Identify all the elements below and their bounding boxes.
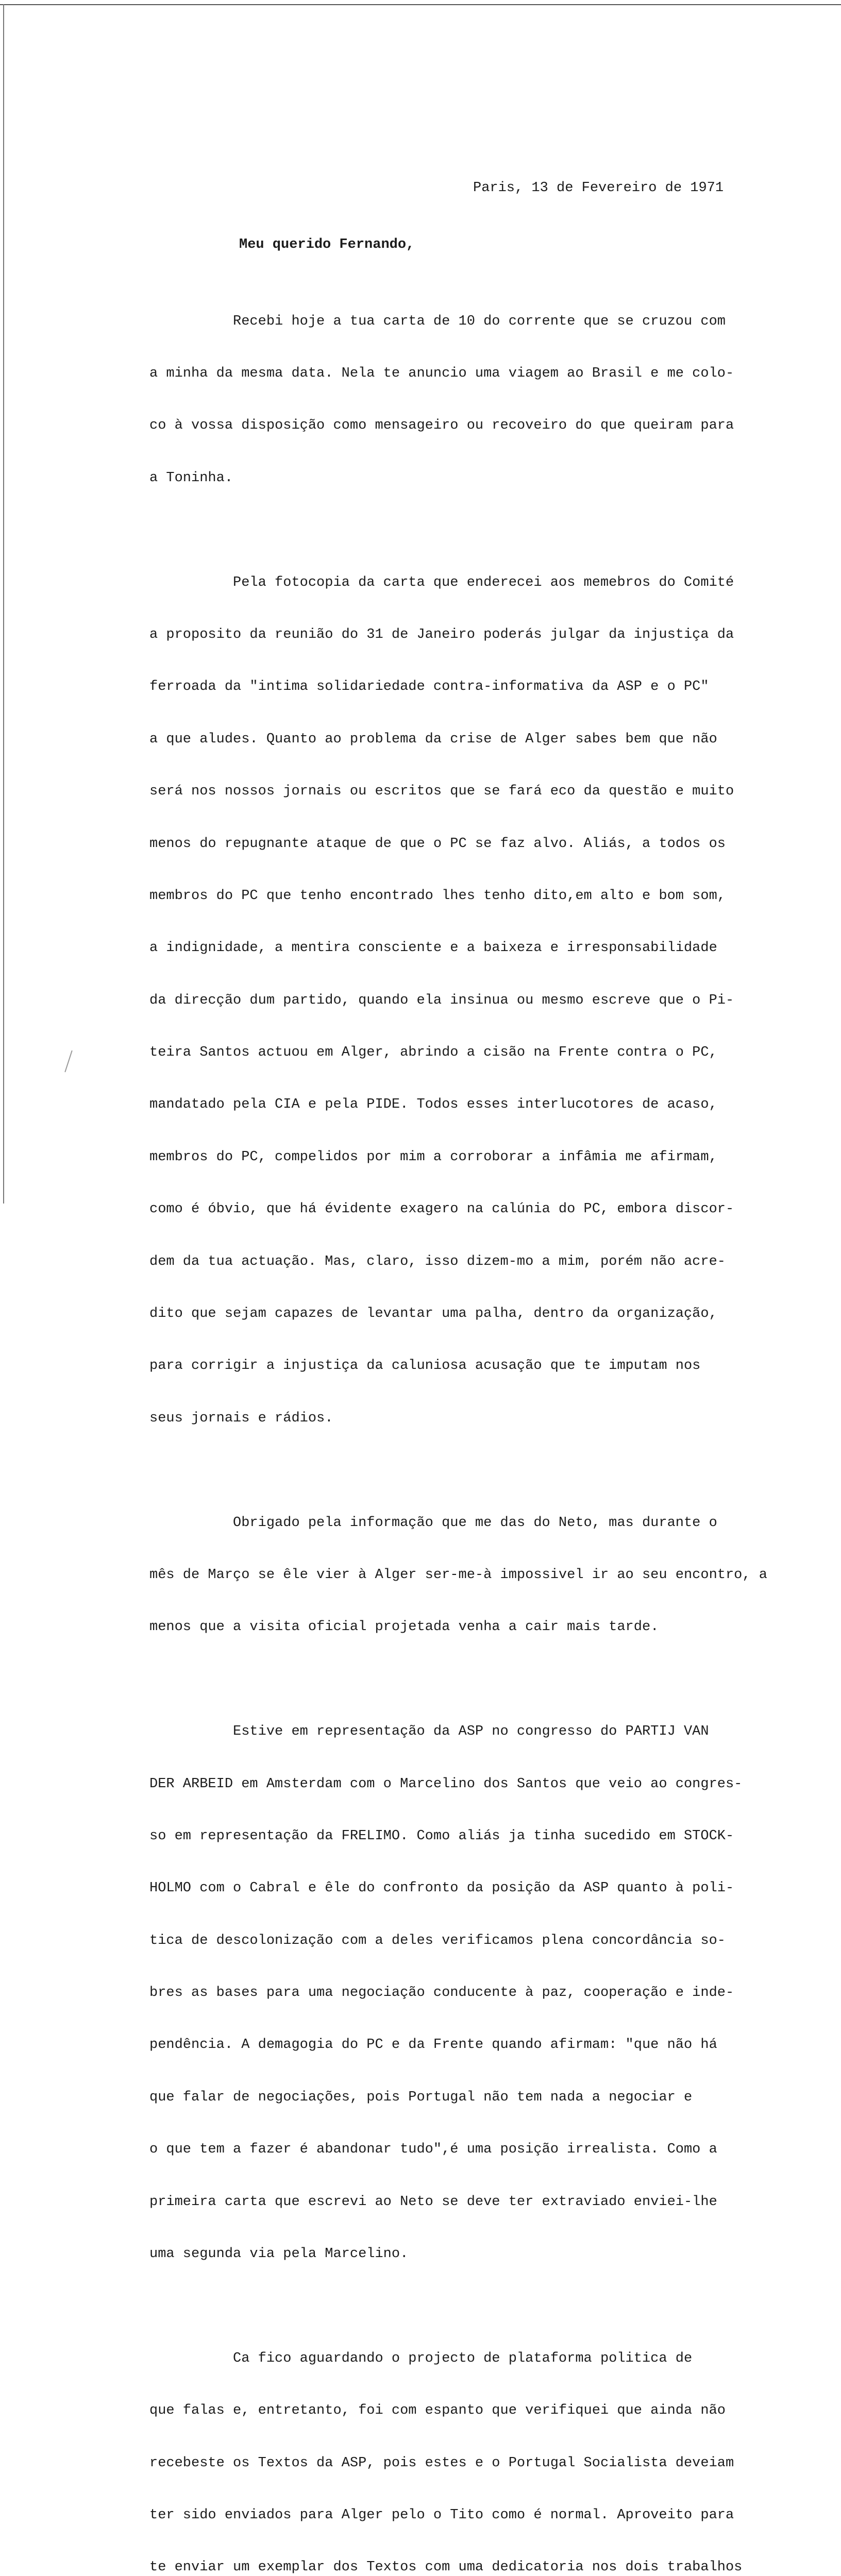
- paragraph-gap: [149, 1671, 800, 1689]
- paragraph-gap: [149, 522, 800, 539]
- text-line: primeira carta que escrevi ao Neto se deve ter extraviado enviei-lhe: [149, 2194, 717, 2210]
- text-line: tica de descolonização com a deles verificamos plena concordância so-: [149, 1933, 726, 1948]
- text-line: que falas e, entretanto, foi com espanto que verifiquei que ainda não: [149, 2403, 726, 2419]
- text-line: teira Santos actuou em Alger, abrindo a cisão na Frente contra o PC,: [149, 1045, 717, 1061]
- paragraph-5: [149, 2315, 800, 2576]
- text-line: a que aludes. Quanto ao problema da crise de Alger sabes bem que não: [149, 731, 717, 747]
- text-line: da direcção dum partido, quando ela insinua ou mesmo escreve que o Pi-: [149, 992, 734, 1008]
- text-line: dito que sejam capazes de levantar uma palha, dentro da organização,: [149, 1306, 717, 1322]
- text-line: Ca fico aguardando o projecto de plataforma politica de: [149, 2350, 693, 2366]
- text-line: co à vossa disposição como mensageiro ou recoveiro do que queiram para: [149, 418, 734, 434]
- letter-body: [149, 278, 800, 2576]
- text-line: Pela fotocopia da carta que enderecei aos memebros do Comité: [149, 574, 734, 590]
- paragraph-gap: [149, 2298, 800, 2315]
- text-line: será nos nossos jornais ou escritos que se fará eco da questão e muito: [149, 784, 734, 800]
- text-line: Estive em representação da ASP no congresso do PARTIJ VAN: [149, 1724, 709, 1740]
- text-line: Recebi hoje a tua carta de 10 do corrente que se cruzou com: [149, 313, 726, 329]
- text-line: o que tem a fazer é abandonar tudo",é uma posição irrealista. Como a: [149, 2142, 717, 2158]
- paragraph-1: [149, 278, 800, 522]
- paragraph-4: [149, 1689, 800, 2298]
- text-line: mês de Março se êle vier à Alger ser-me-à impossivel ir ao seu encontro, a: [149, 1567, 767, 1583]
- letter-salutation: Meu querido Fernando,: [239, 237, 415, 252]
- text-line: ferroada da "intima solidariedade contra-informativa da ASP e o PC": [149, 679, 709, 695]
- text-line: seus jornais e rádios.: [149, 1410, 333, 1426]
- text-line: bres as bases para uma negociação conducente à paz, cooperação e inde-: [149, 1985, 734, 2001]
- text-line: HOLMO com o Cabral e êle do confronto da posição da ASP quanto à poli-: [149, 1880, 734, 1896]
- text-line: dem da tua actuação. Mas, claro, isso dizem-mo a mim, porém não acre-: [149, 1253, 726, 1269]
- text-line: para corrigir a injustiça da caluniosa acusação que te imputam nos: [149, 1358, 701, 1374]
- paragraph-gap: [149, 1462, 800, 1480]
- text-line: ter sido enviados para Alger pelo o Tito como é normal. Aproveito para: [149, 2507, 734, 2523]
- margin-mark: [64, 1050, 72, 1072]
- page-edge-left: [3, 4, 4, 1204]
- text-line: que falar de negociações, pois Portugal não tem nada a negociar e: [149, 2089, 693, 2105]
- text-line: membros do PC que tenho encontrado lhes tenho dito,em alto e bom som,: [149, 888, 726, 904]
- text-line: pendência. A demagogia do PC e da Frente quando afirmam: "que não há: [149, 2037, 717, 2053]
- paragraph-3: [149, 1480, 800, 1671]
- text-line: uma segunda via pela Marcelino.: [149, 2246, 409, 2262]
- text-line: a indignidade, a mentira consciente e a baixeza e irresponsabilidade: [149, 940, 717, 956]
- page-edge-top: [0, 4, 841, 5]
- text-line: membros do PC, compelidos por mim a corroborar a infâmia me afirmam,: [149, 1149, 717, 1165]
- text-line: recebeste os Textos da ASP, pois estes e o Portugal Socialista deveiam: [149, 2455, 734, 2471]
- text-line: como é óbvio, que há évidente exagero na calúnia do PC, embora discor-: [149, 1201, 734, 1217]
- text-line: Obrigado pela informação que me das do Neto, mas durante o: [149, 1515, 717, 1531]
- text-line: te enviar um exemplar dos Textos com uma dedicatoria nos dois trabalhos: [149, 2560, 743, 2575]
- text-line: DER ARBEID em Amsterdam com o Marcelino dos Santos que veio ao congres-: [149, 1776, 743, 1792]
- text-line: menos que a visita oficial projetada venha a cair mais tarde.: [149, 1619, 659, 1635]
- paragraph-2: [149, 539, 800, 1462]
- text-line: menos do repugnante ataque de que o PC se faz alvo. Aliás, a todos os: [149, 836, 726, 852]
- text-line: a proposito da reunião do 31 de Janeiro poderás julgar da injustiça da: [149, 626, 734, 642]
- letter-date: Paris, 13 de Fevereiro de 1971: [473, 180, 724, 196]
- text-line: so em representação da FRELIMO. Como aliás ja tinha sucedido em STOCK-: [149, 1828, 734, 1844]
- text-line: a Toninha.: [149, 470, 233, 486]
- text-line: mandatado pela CIA e pela PIDE. Todos esses interlucotores de acaso,: [149, 1097, 717, 1113]
- text-line: a minha da mesma data. Nela te anuncio uma viagem ao Brasil e me colo-: [149, 365, 734, 381]
